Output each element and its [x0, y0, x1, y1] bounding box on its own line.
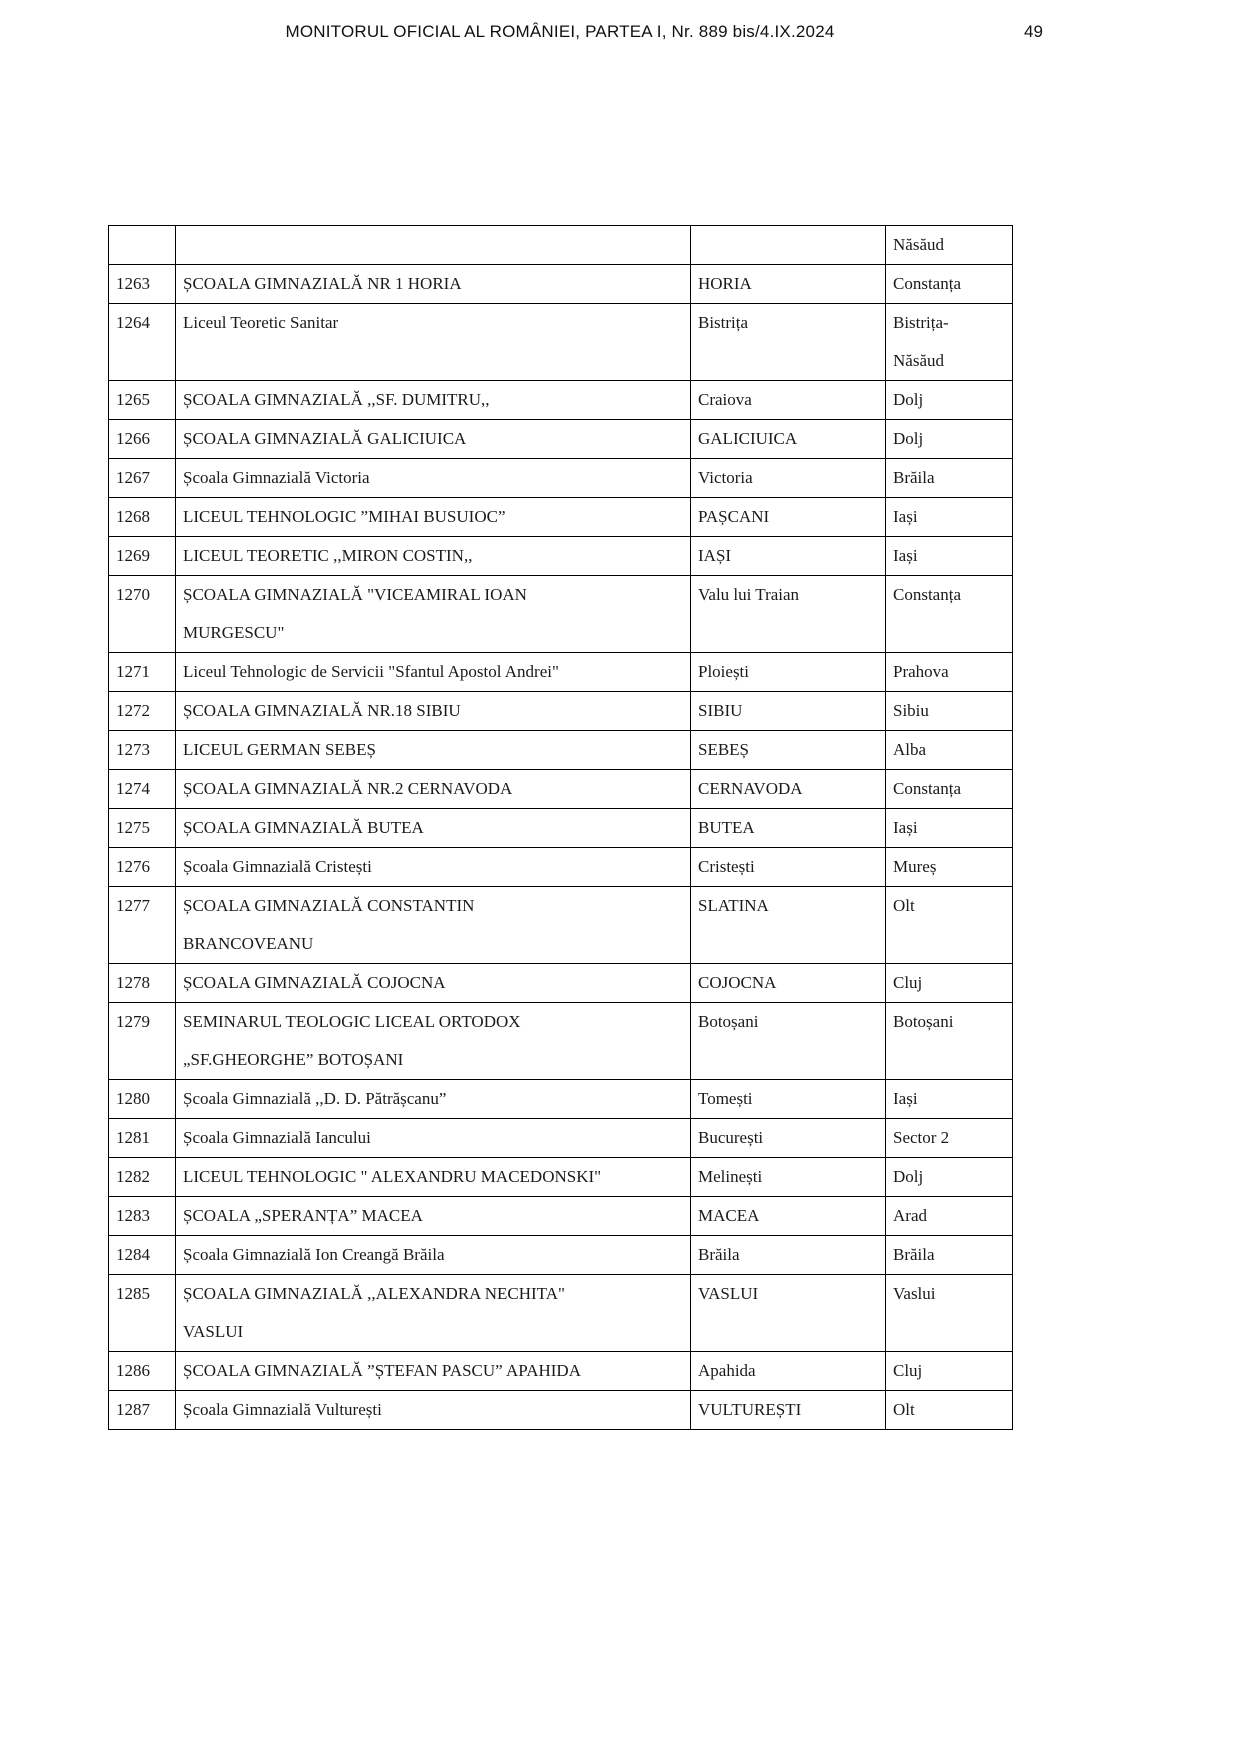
- cell-text-line: SIBIU: [698, 701, 743, 720]
- table-row: [109, 1275, 1013, 1352]
- cell-text-line: LICEUL TEORETIC ,,MIRON COSTIN,,: [183, 546, 473, 565]
- school-name-cell: [176, 1158, 691, 1197]
- row-number-cell: [109, 420, 176, 459]
- row-number-cell: [109, 848, 176, 887]
- row-number-cell: [109, 1003, 176, 1080]
- cell-text-line: Școala Gimnazială Ion Creangă Brăila: [183, 1245, 445, 1264]
- cell-text-line: 1272: [116, 701, 150, 720]
- cell-text-line: Cristești: [698, 857, 755, 876]
- cell-text-line: 1278: [116, 973, 150, 992]
- cell-text-line: 1269: [116, 546, 150, 565]
- city-cell: [691, 1080, 886, 1119]
- cell-text-line: ȘCOALA GIMNAZIALĂ ”ȘTEFAN PASCU” APAHIDA: [183, 1361, 581, 1380]
- school-name-cell: [176, 537, 691, 576]
- county-cell: [886, 1119, 1013, 1158]
- cell-text-line: Craiova: [698, 390, 752, 409]
- city-cell: [691, 1275, 886, 1352]
- table-row: [109, 964, 1013, 1003]
- cell-text-line: MACEA: [698, 1206, 760, 1225]
- school-name-cell: [176, 226, 691, 265]
- city-cell: [691, 498, 886, 537]
- school-name-cell: [176, 1119, 691, 1158]
- cell-text-line: Dolj: [893, 429, 924, 448]
- cell-text-line: Arad: [893, 1206, 927, 1225]
- county-cell: [886, 304, 1013, 381]
- county-cell: [886, 848, 1013, 887]
- city-cell: [691, 809, 886, 848]
- county-cell: [886, 459, 1013, 498]
- county-cell: [886, 1236, 1013, 1275]
- city-cell: [691, 1003, 886, 1080]
- school-name-cell: [176, 653, 691, 692]
- school-name-cell: [176, 731, 691, 770]
- cell-text-line: 1264: [116, 313, 150, 332]
- table-row: [109, 1352, 1013, 1391]
- table-row: [109, 770, 1013, 809]
- cell-text-line: 1280: [116, 1089, 150, 1108]
- city-cell: [691, 1197, 886, 1236]
- cell-text-line: Bistrița: [698, 313, 749, 332]
- cell-text-line: Ploiești: [698, 662, 750, 681]
- cell-text-line: 1267: [116, 468, 150, 487]
- table-row: [109, 731, 1013, 770]
- cell-text-line: 1287: [116, 1400, 150, 1419]
- school-name-cell: [176, 381, 691, 420]
- county-cell: [886, 770, 1013, 809]
- row-number-cell: [109, 653, 176, 692]
- cell-text-line: 1283: [116, 1206, 150, 1225]
- county-cell: [886, 1158, 1013, 1197]
- table-row: [109, 848, 1013, 887]
- cell-text-line: Alba: [893, 740, 927, 759]
- cell-text-line: ȘCOALA GIMNAZIALĂ COJOCNA: [183, 973, 446, 992]
- cell-text-line: LICEUL TEHNOLOGIC " ALEXANDRU MACEDONSKI": [183, 1167, 602, 1186]
- county-cell: [886, 809, 1013, 848]
- cell-text-line: Olt: [893, 1400, 915, 1419]
- cell-text-line: 1286: [116, 1361, 150, 1380]
- cell-text-line: ȘCOALA GIMNAZIALĂ ,,ALEXANDRA NECHITA": [183, 1284, 565, 1303]
- row-number-cell: [109, 226, 176, 265]
- cell-text-line: Școala Gimnazială Victoria: [183, 468, 370, 487]
- cell-text-line: SEBEȘ: [698, 740, 750, 759]
- cell-text-line: Tomești: [698, 1089, 753, 1108]
- table-row: [109, 1197, 1013, 1236]
- cell-text-line: 1277: [116, 896, 150, 915]
- cell-text-line: Melinești: [698, 1167, 763, 1186]
- cell-text-line: Dolj: [893, 1167, 924, 1186]
- table-row: [109, 459, 1013, 498]
- table-row: [109, 1003, 1013, 1080]
- school-name-cell: [176, 1236, 691, 1275]
- row-number-cell: [109, 576, 176, 653]
- table-row: [109, 498, 1013, 537]
- cell-text-line: Vaslui: [893, 1284, 936, 1303]
- county-cell: [886, 1391, 1013, 1430]
- county-cell: [886, 1352, 1013, 1391]
- cell-text-line: PAȘCANI: [698, 507, 770, 526]
- table-row: [109, 537, 1013, 576]
- county-cell: [886, 226, 1013, 265]
- cell-text-line: 1282: [116, 1167, 150, 1186]
- cell-text-line: Iași: [893, 818, 918, 837]
- cell-text-line: ȘCOALA GIMNAZIALĂ NR 1 HORIA: [183, 274, 462, 293]
- city-cell: [691, 731, 886, 770]
- cell-text-line: 1270: [116, 585, 150, 604]
- county-cell: [886, 692, 1013, 731]
- cell-text-line: 1284: [116, 1245, 150, 1264]
- cell-text-line: Mureș: [893, 857, 937, 876]
- school-name-cell: [176, 265, 691, 304]
- school-name-cell: [176, 848, 691, 887]
- table-row: [109, 887, 1013, 964]
- row-number-cell: [109, 537, 176, 576]
- cell-text-line: Iași: [893, 507, 918, 526]
- cell-text-line: IAȘI: [698, 546, 732, 565]
- row-number-cell: [109, 1391, 176, 1430]
- cell-text-line: VASLUI: [698, 1284, 759, 1303]
- cell-text-line: 1274: [116, 779, 150, 798]
- school-name-cell: [176, 304, 691, 381]
- city-cell: [691, 226, 886, 265]
- school-name-cell: [176, 498, 691, 537]
- cell-text-line: Cluj: [893, 973, 923, 992]
- row-number-cell: [109, 459, 176, 498]
- cell-text-line: Școala Gimnazială Iancului: [183, 1128, 371, 1147]
- cell-text-line: SEMINARUL TEOLOGIC LICEAL ORTODOX: [183, 1012, 521, 1031]
- cell-text-line: 1281: [116, 1128, 150, 1147]
- table-row: [109, 653, 1013, 692]
- school-name-cell: [176, 809, 691, 848]
- county-cell: [886, 265, 1013, 304]
- row-number-cell: [109, 1197, 176, 1236]
- row-number-cell: [109, 304, 176, 381]
- city-cell: [691, 1236, 886, 1275]
- school-name-cell: [176, 1352, 691, 1391]
- cell-text-line: Liceul Tehnologic de Servicii "Sfantul Apostol Andrei": [183, 662, 559, 681]
- cell-text-line: ȘCOALA GIMNAZIALĂ NR.2 CERNAVODA: [183, 779, 513, 798]
- row-number-cell: [109, 809, 176, 848]
- cell-text-line: Victoria: [698, 468, 753, 487]
- city-cell: [691, 420, 886, 459]
- cell-text-line: Constanța: [893, 274, 961, 293]
- cell-text-line: LICEUL GERMAN SEBEȘ: [183, 740, 376, 759]
- city-cell: [691, 304, 886, 381]
- table-row: [109, 226, 1013, 265]
- county-cell: [886, 381, 1013, 420]
- cell-text-line: 1275: [116, 818, 150, 837]
- city-cell: [691, 770, 886, 809]
- table-row: [109, 381, 1013, 420]
- row-number-cell: [109, 1275, 176, 1352]
- cell-text-line: Brăila: [893, 468, 935, 487]
- cell-text-line: BRANCOVEANU: [183, 934, 314, 953]
- cell-text-line: ȘCOALA GIMNAZIALĂ GALICIUICA: [183, 429, 467, 448]
- county-cell: [886, 1003, 1013, 1080]
- row-number-cell: [109, 1352, 176, 1391]
- school-name-cell: [176, 1275, 691, 1352]
- cell-text-line: Apahida: [698, 1361, 756, 1380]
- cell-text-line: Sector 2: [893, 1128, 950, 1147]
- row-number-cell: [109, 1158, 176, 1197]
- school-name-cell: [176, 420, 691, 459]
- county-cell: [886, 887, 1013, 964]
- city-cell: [691, 1391, 886, 1430]
- county-cell: [886, 1080, 1013, 1119]
- row-number-cell: [109, 381, 176, 420]
- cell-text-line: ȘCOALA GIMNAZIALĂ NR.18 SIBIU: [183, 701, 461, 720]
- cell-text-line: Iași: [893, 1089, 918, 1108]
- school-name-cell: [176, 1391, 691, 1430]
- cell-text-line: BUTEA: [698, 818, 755, 837]
- cell-text-line: Brăila: [893, 1245, 935, 1264]
- cell-text-line: Cluj: [893, 1361, 923, 1380]
- row-number-cell: [109, 770, 176, 809]
- cell-text-line: 1276: [116, 857, 150, 876]
- cell-text-line: Școala Gimnazială Vulturești: [183, 1400, 382, 1419]
- cell-text-line: 1271: [116, 662, 150, 681]
- cell-text-line: Iași: [893, 546, 918, 565]
- table-row: [109, 576, 1013, 653]
- cell-text-line: Constanța: [893, 779, 961, 798]
- cell-text-line: „SF.GHEORGHE” BOTOȘANI: [183, 1050, 404, 1069]
- table-row: [109, 1158, 1013, 1197]
- cell-text-line: MURGESCU": [183, 623, 285, 642]
- cell-text-line: 1268: [116, 507, 150, 526]
- school-name-cell: [176, 459, 691, 498]
- table-row: [109, 692, 1013, 731]
- cell-text-line: ȘCOALA GIMNAZIALĂ "VICEAMIRAL IOAN: [183, 585, 527, 604]
- cell-text-line: Olt: [893, 896, 915, 915]
- school-name-cell: [176, 887, 691, 964]
- school-name-cell: [176, 1003, 691, 1080]
- cell-text-line: VULTUREȘTI: [698, 1400, 802, 1419]
- page-number: 49: [1024, 22, 1043, 41]
- cell-text-line: 1273: [116, 740, 150, 759]
- county-cell: [886, 731, 1013, 770]
- row-number-cell: [109, 692, 176, 731]
- row-number-cell: [109, 887, 176, 964]
- cell-text-line: Botoșani: [698, 1012, 759, 1031]
- cell-text-line: Năsăud: [893, 235, 944, 254]
- row-number-cell: [109, 1119, 176, 1158]
- table-row: [109, 420, 1013, 459]
- row-number-cell: [109, 498, 176, 537]
- school-name-cell: [176, 1197, 691, 1236]
- cell-text-line: GALICIUICA: [698, 429, 798, 448]
- cell-text-line: LICEUL TEHNOLOGIC ”MIHAI BUSUIOC”: [183, 507, 506, 526]
- row-number-cell: [109, 964, 176, 1003]
- schools-table-body: [109, 226, 1013, 1430]
- cell-text-line: Botoșani: [893, 1012, 954, 1031]
- table-row: [109, 1119, 1013, 1158]
- cell-text-line: COJOCNA: [698, 973, 777, 992]
- county-cell: [886, 576, 1013, 653]
- city-cell: [691, 964, 886, 1003]
- city-cell: [691, 576, 886, 653]
- cell-text-line: 1279: [116, 1012, 150, 1031]
- county-cell: [886, 964, 1013, 1003]
- cell-text-line: 1265: [116, 390, 150, 409]
- cell-text-line: ȘCOALA GIMNAZIALĂ BUTEA: [183, 818, 424, 837]
- city-cell: [691, 265, 886, 304]
- county-cell: [886, 498, 1013, 537]
- county-cell: [886, 653, 1013, 692]
- row-number-cell: [109, 1236, 176, 1275]
- cell-text-line: SLATINA: [698, 896, 769, 915]
- table-row: [109, 1391, 1013, 1430]
- table-row: [109, 304, 1013, 381]
- schools-table: [108, 225, 1013, 1430]
- county-cell: [886, 1275, 1013, 1352]
- county-cell: [886, 537, 1013, 576]
- cell-text-line: Brăila: [698, 1245, 740, 1264]
- city-cell: [691, 459, 886, 498]
- city-cell: [691, 1158, 886, 1197]
- city-cell: [691, 653, 886, 692]
- city-cell: [691, 1119, 886, 1158]
- school-name-cell: [176, 770, 691, 809]
- county-cell: [886, 420, 1013, 459]
- school-name-cell: [176, 692, 691, 731]
- county-cell: [886, 1197, 1013, 1236]
- city-cell: [691, 887, 886, 964]
- cell-text-line: București: [698, 1128, 764, 1147]
- cell-text-line: Constanța: [893, 585, 961, 604]
- cell-text-line: 1285: [116, 1284, 150, 1303]
- cell-text-line: ȘCOALA GIMNAZIALĂ ,,SF. DUMITRU,,: [183, 390, 490, 409]
- cell-text-line: Valu lui Traian: [698, 585, 800, 604]
- table-row: [109, 1080, 1013, 1119]
- cell-text-line: Școala Gimnazială ,,D. D. Pătrășcanu”: [183, 1089, 447, 1108]
- row-number-cell: [109, 265, 176, 304]
- cell-text-line: ȘCOALA GIMNAZIALĂ CONSTANTIN: [183, 896, 475, 915]
- cell-text-line: CERNAVODA: [698, 779, 803, 798]
- cell-text-line: Năsăud: [893, 351, 944, 370]
- school-name-cell: [176, 964, 691, 1003]
- table-row: [109, 809, 1013, 848]
- city-cell: [691, 1352, 886, 1391]
- cell-text-line: Școala Gimnazială Cristești: [183, 857, 372, 876]
- row-number-cell: [109, 1080, 176, 1119]
- cell-text-line: VASLUI: [183, 1322, 244, 1341]
- cell-text-line: ȘCOALA „SPERANȚA” MACEA: [183, 1206, 423, 1225]
- cell-text-line: Bistrița-: [893, 313, 949, 332]
- cell-text-line: Dolj: [893, 390, 924, 409]
- city-cell: [691, 381, 886, 420]
- cell-text-line: Prahova: [893, 662, 949, 681]
- school-name-cell: [176, 576, 691, 653]
- row-number-cell: [109, 731, 176, 770]
- city-cell: [691, 537, 886, 576]
- city-cell: [691, 848, 886, 887]
- cell-text-line: 1266: [116, 429, 150, 448]
- cell-text-line: HORIA: [698, 274, 752, 293]
- school-name-cell: [176, 1080, 691, 1119]
- page-header-title: MONITORUL OFICIAL AL ROMÂNIEI, PARTEA I, Nr. 889 bis/4.IX.2024: [285, 22, 835, 41]
- cell-text-line: 1263: [116, 274, 150, 293]
- cell-text-line: Sibiu: [893, 701, 929, 720]
- cell-text-line: Liceul Teoretic Sanitar: [183, 313, 339, 332]
- city-cell: [691, 692, 886, 731]
- table-row: [109, 1236, 1013, 1275]
- table-row: [109, 265, 1013, 304]
